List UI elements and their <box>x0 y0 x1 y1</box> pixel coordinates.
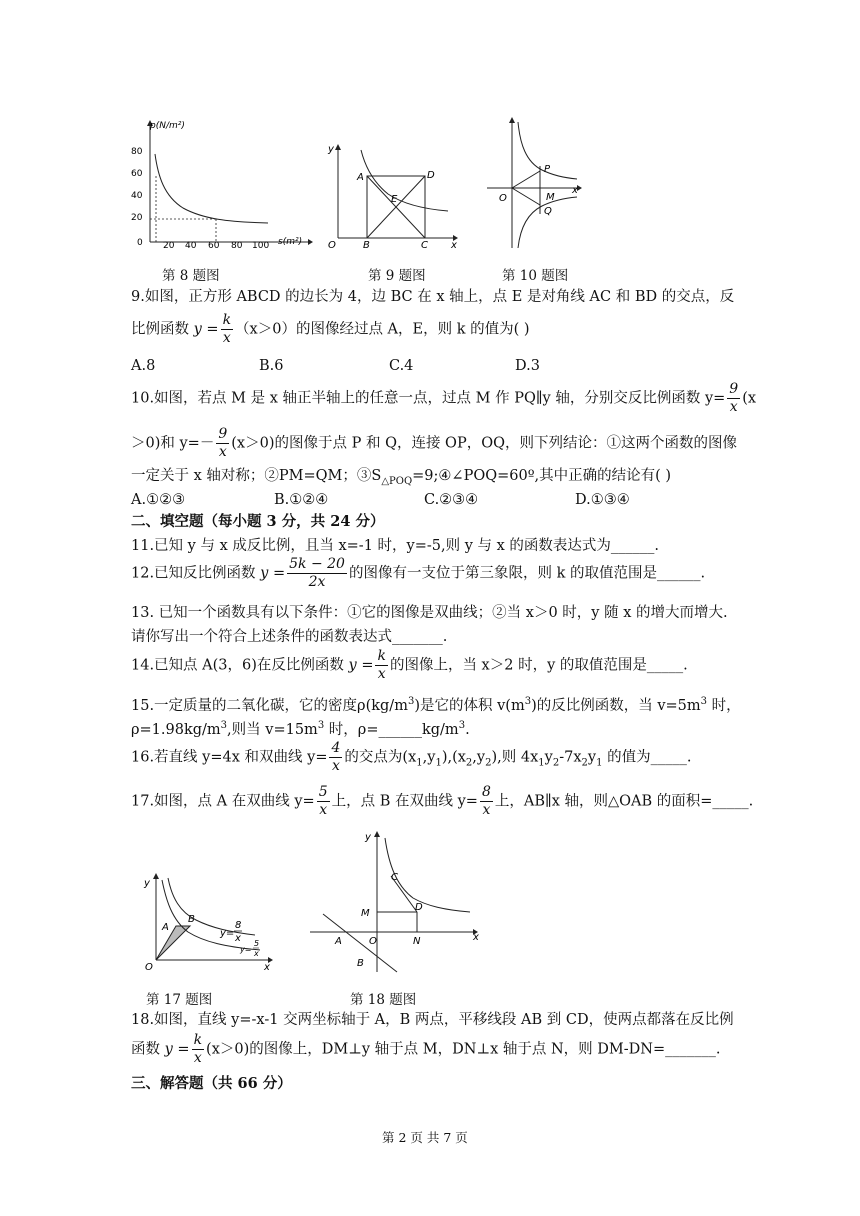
q18-line1: 18.如图，直线 y=-x-1 交两坐标轴于 A，B 两点，平移线段 AB 到 CD，使两点都落在反比例 <box>131 1012 734 1028</box>
q15-line1 <box>131 692 741 716</box>
fig8-ylabel: p(N/m²) <box>150 121 185 131</box>
fig8-ytick: 60 <box>131 169 143 179</box>
q18-num: k <box>193 1032 203 1048</box>
page-footer: 第 2 页 共 7 页 <box>382 1130 468 1145</box>
figure-18-graph <box>305 826 485 974</box>
q9-line1: 9.如图，正方形 ABCD 的边长为 4，边 BC 在 x 轴上，点 E 是对角线 AC 和 BD 的交点，反 <box>131 289 735 305</box>
figure-9-graph <box>323 138 463 250</box>
q16-text: ),(x <box>441 749 466 766</box>
q10-option-a: A.①②③ <box>131 492 186 508</box>
fig18-label-a: A <box>335 936 342 947</box>
q16-sub: 2 <box>581 757 588 769</box>
q9-option-c: C.4 <box>389 358 414 374</box>
q16-sub: 1 <box>416 757 423 769</box>
q18-line2 <box>131 1032 720 1067</box>
q15-text: )的反比例函数，当 v=5m <box>531 697 701 714</box>
q10-den: x <box>729 399 738 415</box>
q16-text: ),则 4x <box>491 749 539 766</box>
q10-l2a: ＞0)和 y=－ <box>131 435 215 452</box>
q16-text: 的值为_____. <box>602 749 692 766</box>
fig8-ytick: 80 <box>131 147 143 157</box>
figure-8-graph <box>128 116 313 256</box>
q16-text: y <box>587 749 597 766</box>
q10-l3b: =9;④∠POQ=60º,其中正确的结论有( ) <box>412 468 672 484</box>
q10-line2 <box>131 426 737 461</box>
fig10-label-q: Q <box>544 206 552 217</box>
fig9-label-e: E <box>391 194 398 205</box>
figure-8-caption: 第 8 题图 <box>162 268 220 284</box>
q11: 11.已知 y 与 x 成反比例，且当 x=-1 时，y=-5,则 y 与 x 的函数表达式为______. <box>131 538 660 554</box>
fig10-label-m: M <box>546 192 555 203</box>
q9-post: （x＞0）的图像经过点 A，E，则 k 的值为( ) <box>235 321 530 338</box>
fig10-label-x: x <box>572 185 578 196</box>
fig17-curve2-den: x <box>254 949 259 958</box>
q18-post: (x＞0)的图像上，DM⊥y 轴于点 M，DN⊥x 轴于点 N，则 DM-DN=_______. <box>206 1041 721 1058</box>
q9-option-a: A.8 <box>131 358 156 374</box>
q9-line2 <box>131 312 530 347</box>
q12-den: 2x <box>308 574 326 590</box>
fig18-label-d: D <box>415 902 423 913</box>
fig8-xlabel: s(m²) <box>278 237 303 247</box>
fig9-label-o: O <box>328 240 336 250</box>
q14-num: k <box>377 648 386 664</box>
q17-num2: 8 <box>481 784 491 800</box>
q14-fraction <box>375 648 387 683</box>
fig18-label-y: y <box>365 832 371 843</box>
q17-fraction2 <box>480 784 493 819</box>
q15-text: 时，ρ=______kg/m <box>324 721 459 738</box>
q10-post: (x <box>742 390 757 407</box>
q10-fraction2 <box>216 426 229 461</box>
q18-yeq: y = <box>164 1041 190 1058</box>
q16-den: x <box>331 758 340 774</box>
q10-pre: 10.如图，若点 M 是 x 轴正半轴上的任意一点，过点 M 作 PQ∥y 轴，分别交反比例函数 y= <box>131 390 726 407</box>
q10-option-c: C.②③④ <box>424 492 479 508</box>
q17-text: 17.如图，点 A 在双曲线 y= <box>131 793 315 810</box>
q14-yeq: y = <box>348 657 374 674</box>
figure-9-caption: 第 9 题图 <box>368 268 426 284</box>
q10-l3sub: △POQ <box>381 475 413 487</box>
fig18-label-m: M <box>361 908 370 919</box>
fig17-label-b: B <box>188 914 195 925</box>
q9-yeq: y = <box>193 321 219 338</box>
figure-10-graph <box>482 114 587 252</box>
figure-17-graph <box>140 870 280 975</box>
fig18-label-x: x <box>473 932 479 943</box>
q9-option-b: B.6 <box>259 358 284 374</box>
fig17-curve1-label: y= <box>220 928 235 939</box>
fig9-label-d: D <box>427 170 435 181</box>
fig17-curve2-label: y= <box>240 945 252 954</box>
fig17-curve2-num: 5 <box>254 939 260 948</box>
q9-fraction <box>221 312 233 347</box>
q17 <box>131 784 753 819</box>
q16-sub: 2 <box>465 757 473 769</box>
q12-num: 5k − 20 <box>289 556 345 572</box>
q10-line3 <box>131 466 671 492</box>
q18-fraction <box>192 1032 204 1067</box>
fig9-label-a: A <box>357 172 364 183</box>
fig9-label-x: x <box>451 240 457 250</box>
figure-18-caption: 第 18 题图 <box>350 992 417 1008</box>
fig8-xtick: 100 <box>252 241 270 251</box>
q16-sub: 1 <box>596 757 603 769</box>
q9-num: k <box>222 312 232 328</box>
section-3-heading: 三、解答题（共 66 分） <box>131 1075 292 1092</box>
q16-text: ,y <box>422 749 436 766</box>
q15-sup: 3 <box>220 720 228 731</box>
q16-num: 4 <box>331 740 341 756</box>
q15-sup: 3 <box>407 696 415 707</box>
q15-line2 <box>131 716 470 740</box>
fig17-curve1-den: x <box>235 933 241 944</box>
q15-text: ,则当 v=15m <box>227 721 318 738</box>
q15-text: ρ=1.98kg/m <box>131 721 221 738</box>
fig8-xtick: 80 <box>231 241 243 251</box>
q10-num2: 9 <box>218 426 228 442</box>
q10-line1 <box>131 381 756 416</box>
q10-num: 9 <box>729 381 739 397</box>
fig17-label-y: y <box>144 878 150 889</box>
q18-den: x <box>193 1050 202 1066</box>
fig17-label-a: A <box>162 922 169 933</box>
fig18-label-n: N <box>413 936 421 947</box>
q12-pre: 12.已知反比例函数 <box>131 565 261 582</box>
q17-text: 上，AB∥x 轴，则△OAB 的面积=_____. <box>494 793 754 810</box>
fig17-label-o: O <box>145 962 153 973</box>
fig18-label-c: C <box>391 872 398 883</box>
fig18-label-o: O <box>369 936 377 947</box>
fig18-label-b: B <box>357 958 364 969</box>
q17-fraction <box>317 784 330 819</box>
fig9-label-y: y <box>328 144 334 155</box>
fig8-xtick: 60 <box>208 241 220 251</box>
q13-line1: 13. 已知一个函数具有以下条件：①它的图像是双曲线；②当 x＞0 时，y 随 x 的增大而增大. <box>131 605 728 621</box>
q16-sub: 1 <box>538 757 545 769</box>
q10-fraction <box>727 381 740 416</box>
figure-17-caption: 第 17 题图 <box>146 992 213 1008</box>
q10-option-d: D.①③④ <box>575 492 630 508</box>
q10-l2b: (x＞0)的图像于点 P 和 Q，连接 OP，OQ，则下列结论：①这两个函数的图像 <box>231 435 737 452</box>
q10-l3: 一定关于 x 轴对称；②PM=QM；③S <box>131 468 382 484</box>
q12-fraction <box>287 556 347 591</box>
q15-sup: 3 <box>458 720 466 731</box>
q12-post: 的图像有一支位于第三象限，则 k 的取值范围是______. <box>348 565 706 582</box>
q14-post: 的图像上，当 x＞2 时，y 的取值范围是_____. <box>389 657 688 674</box>
q14-pre: 14.已知点 A(3，6)在反比例函数 <box>131 657 349 674</box>
q14 <box>131 648 688 683</box>
q10-den2: x <box>218 444 227 460</box>
q16-text: y <box>544 749 553 766</box>
q16-sub: 2 <box>485 757 492 769</box>
q16-sub: 2 <box>552 757 560 769</box>
fig8-xtick: 40 <box>185 241 197 251</box>
q16-sub: 1 <box>435 757 442 769</box>
q15-text: 15.一定质量的二氧化碳，它的密度ρ(kg/m <box>131 697 408 714</box>
q15-sup: 3 <box>700 696 708 707</box>
fig8-ytick: 40 <box>131 191 143 201</box>
fig8-ytick: 20 <box>131 213 143 223</box>
q12-yeq: y = <box>260 565 286 582</box>
q17-den: x <box>319 802 328 818</box>
q9-option-d: D.3 <box>515 358 540 374</box>
q15-text: )是它的体积 v(m <box>414 697 525 714</box>
fig8-xtick: 20 <box>163 241 175 251</box>
q17-num: 5 <box>318 784 328 800</box>
q18-pre: 函数 <box>131 1041 165 1058</box>
q15-sup: 3 <box>524 696 532 707</box>
q17-den2: x <box>482 802 491 818</box>
figure-10-caption: 第 10 题图 <box>502 268 569 284</box>
section-2-heading: 二、填空题（每小题 3 分，共 24 分） <box>131 513 385 530</box>
fig10-label-p: P <box>544 164 551 175</box>
q16 <box>131 740 691 775</box>
q16-text: 的交点为(x <box>344 749 417 766</box>
q16-text: -7x <box>559 749 582 766</box>
q15-text: . <box>465 721 470 738</box>
q13-line2: 请你写出一个符合上述条件的函数表达式_______. <box>131 629 448 645</box>
fig9-label-c: C <box>421 240 428 250</box>
fig8-origin: 0 <box>137 238 143 248</box>
q15-sup: 3 <box>317 720 325 731</box>
q16-text: 16.若直线 y=4x 和双曲线 y= <box>131 749 328 766</box>
q9-den: x <box>222 330 231 346</box>
q9-pre: 比例函数 <box>131 321 194 338</box>
q16-fraction <box>329 740 342 775</box>
fig17-label-x: x <box>264 962 270 973</box>
q16-text: ,y <box>472 749 486 766</box>
q14-den: x <box>377 666 386 682</box>
q15-text: 时， <box>707 697 741 714</box>
fig10-label-o: O <box>499 193 507 204</box>
q10-option-b: B.①②④ <box>274 492 329 508</box>
fig9-label-b: B <box>363 240 370 250</box>
fig17-curve1-num: 8 <box>235 920 242 931</box>
q12 <box>131 556 705 591</box>
q17-text: 上，点 B 在双曲线 y= <box>331 793 478 810</box>
